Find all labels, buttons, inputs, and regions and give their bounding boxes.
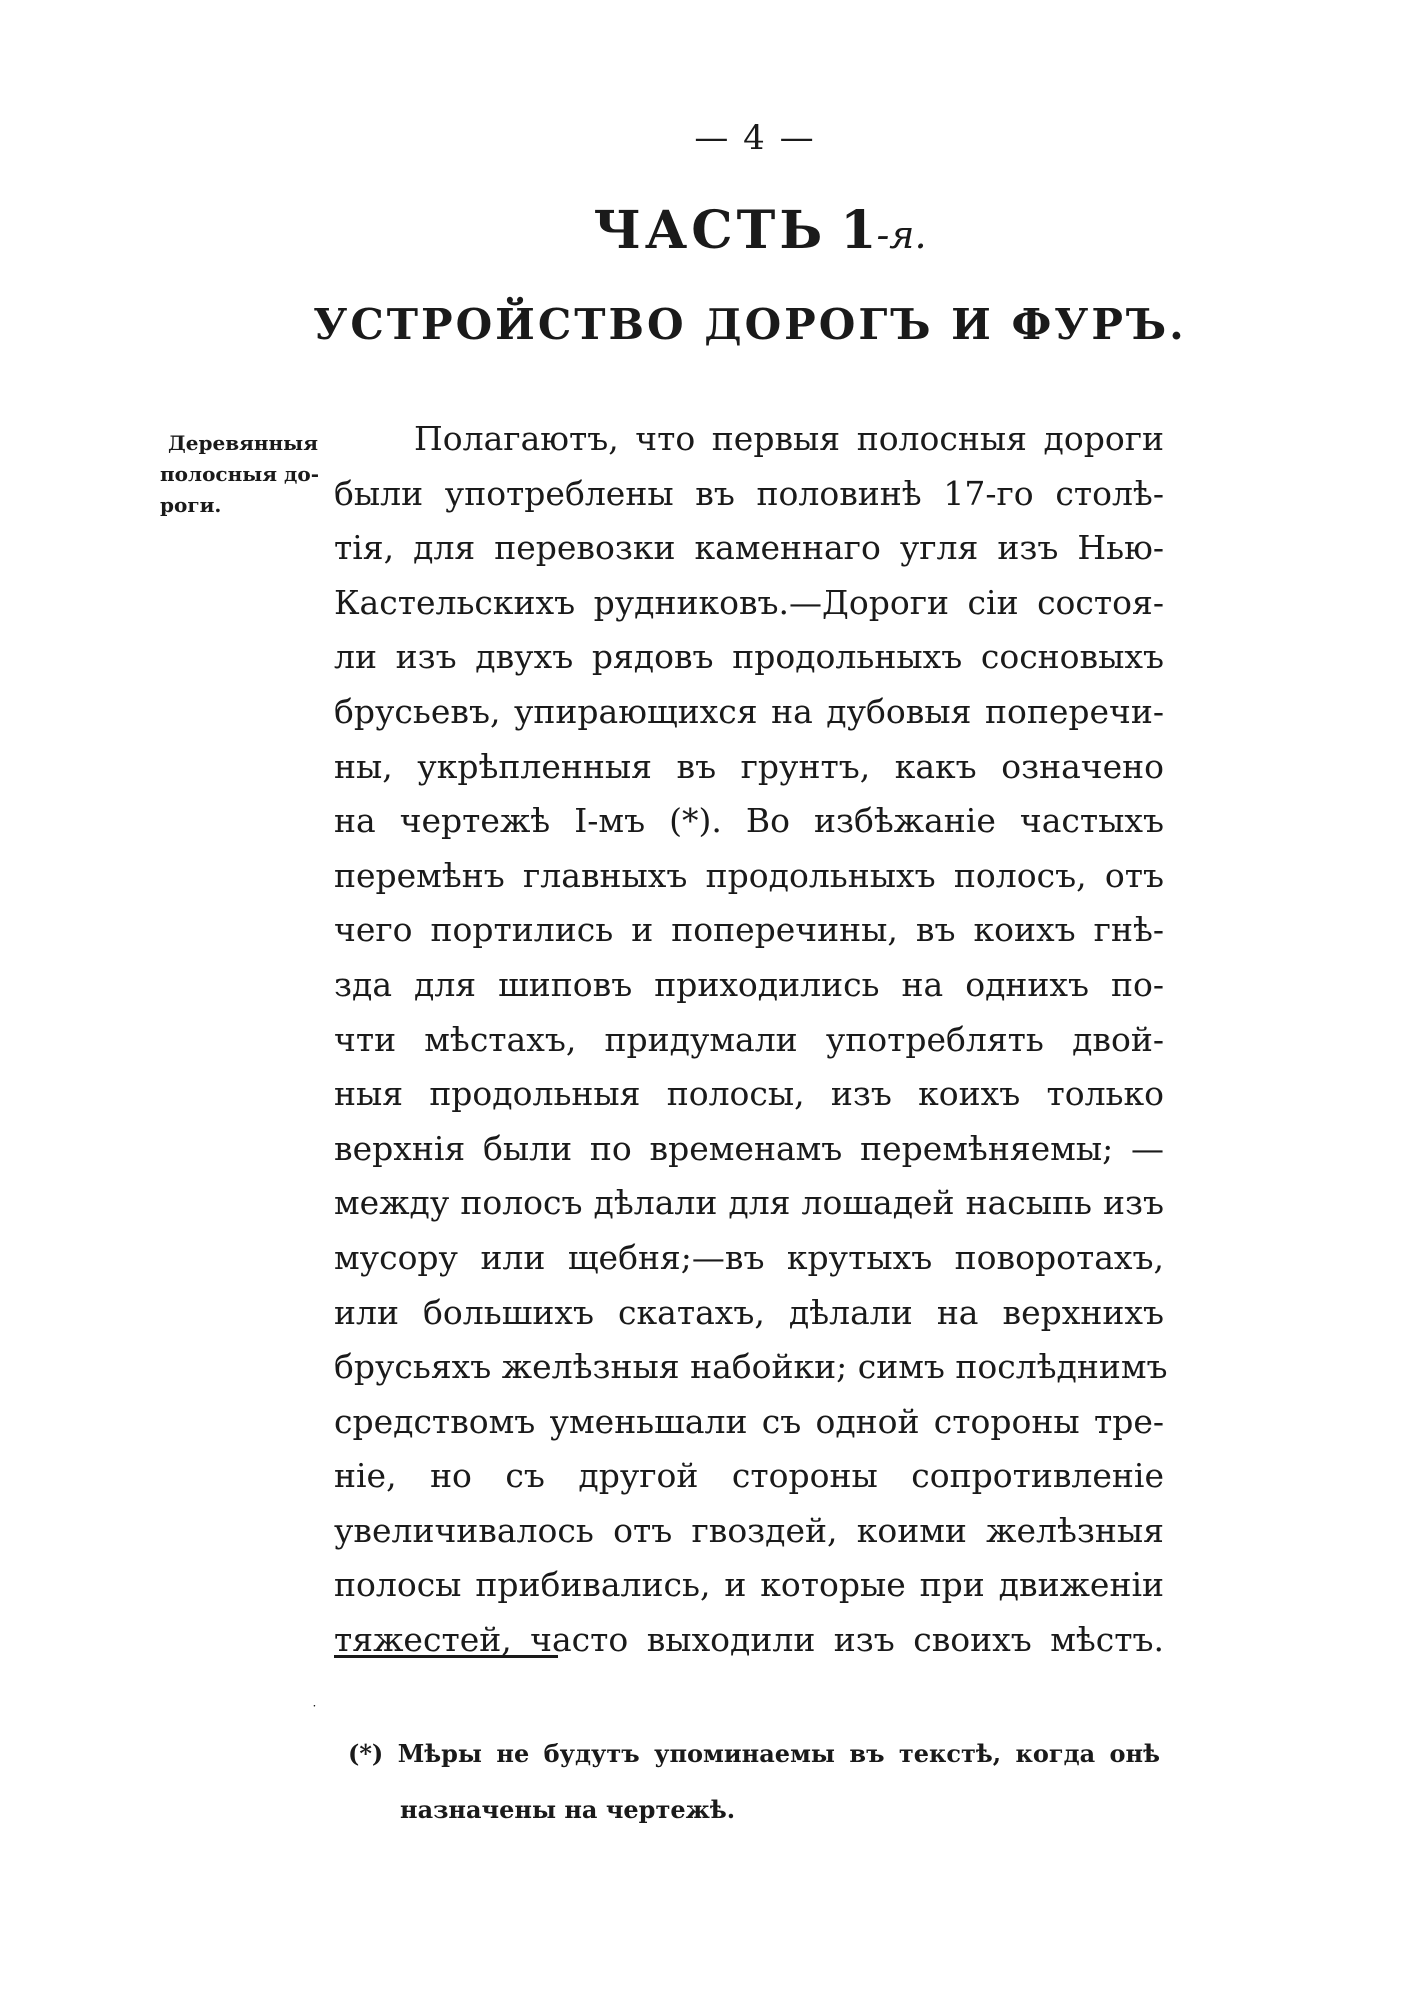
body-line: ныя продольныя полосы, изъ коихъ только: [334, 1074, 1164, 1114]
body-line: были употреблены въ половинѣ 17-го столѣ-: [334, 473, 1164, 513]
body-line: на чертежѣ I-мъ (*). Во избѣжаніе частыхъ: [334, 801, 1164, 841]
body-line: ли изъ двухъ рядовъ продольныхъ сосновыхъ: [334, 637, 1164, 677]
body-line: чти мѣстахъ, придумали употреблять двой-: [334, 1019, 1164, 1059]
footnote-line: назначены на чертежѣ.: [400, 1795, 736, 1824]
margin-note-line: роги.: [160, 493, 222, 517]
margin-note: [160, 428, 330, 521]
body-line: перемѣнъ главныхъ продольныхъ полосъ, отъ: [334, 855, 1164, 895]
part-title-suffix: -я.: [876, 213, 927, 257]
body-line: мусору или щебня;—въ крутыхъ поворотахъ,: [334, 1237, 1164, 1277]
body-line: увеличивалось отъ гвоздей, коими желѣзныя: [334, 1510, 1164, 1550]
body-line: тяжестей, часто выходили изъ своихъ мѣстъ.: [334, 1620, 1164, 1660]
section-title: УСТРОЙСТВО ДОРОГЪ И ФУРЪ.: [313, 300, 1187, 349]
body-line: брусьевъ, упирающихся на дубовыя поперечи-: [334, 691, 1164, 731]
body-line: Кастельскихъ рудниковъ.—Дороги сіи состоя-: [334, 582, 1164, 622]
footnote-line: (*) Мѣры не будутъ упоминаемы въ текстѣ, когда онѣ: [348, 1739, 1160, 1768]
body-line: брусьяхъ желѣзныя набойки; симъ послѣднимъ: [334, 1347, 1168, 1387]
body-line: ны, укрѣпленныя въ грунтъ, какъ означено: [334, 746, 1164, 786]
margin-note-line: полосныя до-: [160, 462, 319, 486]
footnote-divider: [334, 1655, 558, 1658]
part-title-number: 1: [840, 200, 877, 261]
body-line: тія, для перевозки каменнаго угля изъ Нью-: [334, 528, 1164, 568]
footnote: [348, 1726, 1160, 1838]
stray-mark: ׁ: [308, 1700, 317, 1724]
body-line: или большихъ скатахъ, дѣлали на верхнихъ: [334, 1292, 1164, 1332]
page-number: — 4 —: [694, 118, 816, 158]
body-line: Полагаютъ, что первыя полосныя дороги: [414, 419, 1164, 458]
body-line: полосы прибивались, и которые при движеніи: [334, 1565, 1164, 1605]
part-title-word: ЧАСТЬ: [593, 200, 827, 261]
part-title: [480, 200, 1040, 261]
body-line: верхнія были по временамъ перемѣняемы; —: [334, 1128, 1164, 1168]
body-line: между полосъ дѣлали для лошадей насыпь изъ: [334, 1183, 1164, 1223]
body-line: средствомъ уменьшали съ одной стороны тре-: [334, 1401, 1164, 1441]
body-line: зда для шиповъ приходились на однихъ по-: [334, 964, 1164, 1004]
body-line: чего портились и поперечины, въ коихъ гнѣ-: [334, 910, 1164, 950]
body-paragraph: [334, 412, 1168, 1668]
margin-note-line: Деревянныя: [168, 431, 318, 455]
body-line: ніе, но съ другой стороны сопротивленіе: [334, 1456, 1164, 1496]
